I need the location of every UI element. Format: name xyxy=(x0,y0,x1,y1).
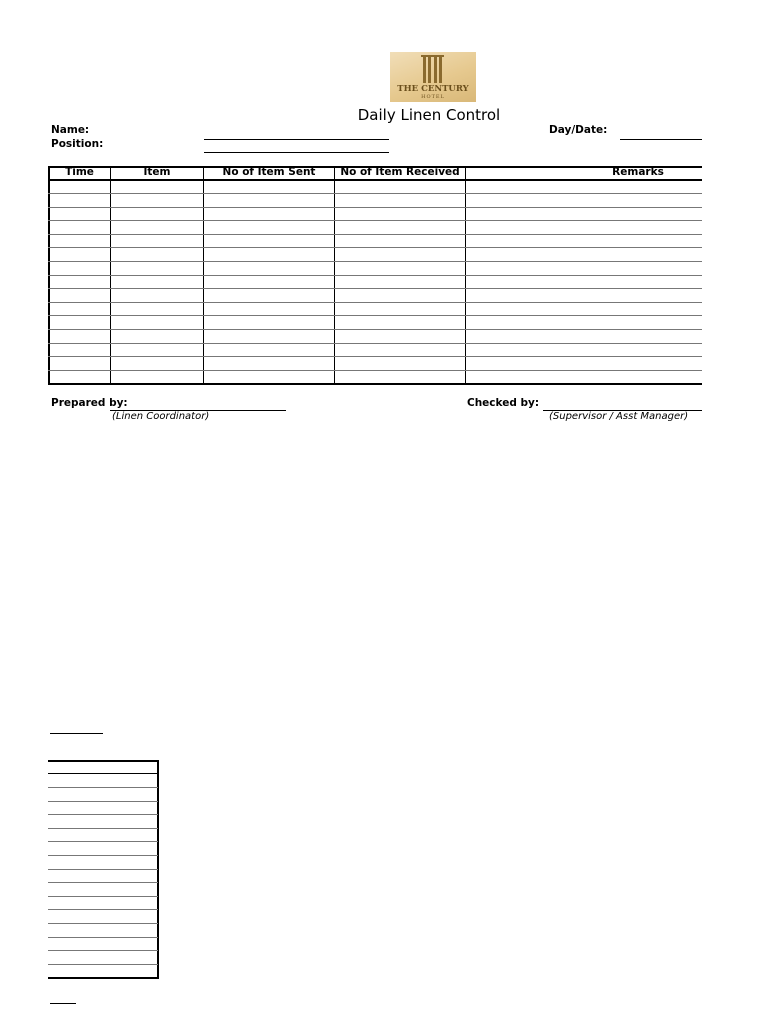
table-row-line xyxy=(48,814,158,815)
table-row-line xyxy=(48,882,158,883)
table-row-line xyxy=(48,841,158,842)
table-row-line xyxy=(48,207,702,208)
col-header-time: Time xyxy=(65,166,94,178)
checked-by-role: (Supervisor / Asst Manager) xyxy=(549,411,689,422)
table-row-line xyxy=(48,828,158,829)
table-row-line xyxy=(48,220,702,221)
col-header-sent: No of Item Sent xyxy=(222,166,316,178)
logo-name: THE CENTURY xyxy=(397,84,469,94)
table-row-line xyxy=(48,261,702,262)
table-row-line xyxy=(48,247,702,248)
table-row-line xyxy=(48,315,702,316)
table-row-line xyxy=(48,896,158,897)
table-row-line xyxy=(48,964,158,965)
position-label: Position: xyxy=(51,138,104,150)
col-header-remarks: Remarks xyxy=(612,166,664,178)
footer-short-rule xyxy=(50,1003,76,1004)
secondary-table-top xyxy=(48,760,159,762)
prepared-by-role: (Linen Coordinator) xyxy=(112,411,210,422)
table-row-line xyxy=(48,329,702,330)
table-row-line xyxy=(48,302,702,303)
name-label: Name: xyxy=(51,124,90,136)
table-row-line xyxy=(48,855,158,856)
secondary-table-bottom xyxy=(48,977,159,979)
table-row-line xyxy=(48,950,158,951)
daydate-field-line[interactable] xyxy=(620,139,702,140)
table-row-line xyxy=(48,288,702,289)
table-row-line xyxy=(48,193,702,194)
table-row-line xyxy=(48,370,702,371)
table-row-line xyxy=(48,343,702,344)
position-field-line[interactable] xyxy=(204,152,389,153)
page-title: Daily Linen Control xyxy=(357,106,501,124)
name-field-line[interactable] xyxy=(204,139,389,140)
col-header-item: Item xyxy=(143,166,171,178)
table-row-line xyxy=(48,356,702,357)
table-row-line xyxy=(48,869,158,870)
checked-by-label: Checked by: xyxy=(467,397,540,409)
table-row-line xyxy=(48,234,702,235)
table-row-line xyxy=(48,909,158,910)
logo-subname: HOTEL xyxy=(421,94,445,100)
table-row-line xyxy=(48,801,158,802)
daydate-label: Day/Date: xyxy=(549,124,608,136)
hotel-logo xyxy=(390,52,476,102)
table-header-border xyxy=(48,179,702,181)
table-row-line xyxy=(48,787,158,788)
table-row-line xyxy=(48,275,702,276)
short-rule xyxy=(50,733,103,734)
table-bottom-border xyxy=(48,383,702,385)
table-row-line xyxy=(48,937,158,938)
secondary-table-header-border xyxy=(48,773,159,774)
prepared-by-label: Prepared by: xyxy=(51,397,128,409)
col-header-received: No of Item Received xyxy=(340,166,460,178)
table-row-line xyxy=(48,923,158,924)
